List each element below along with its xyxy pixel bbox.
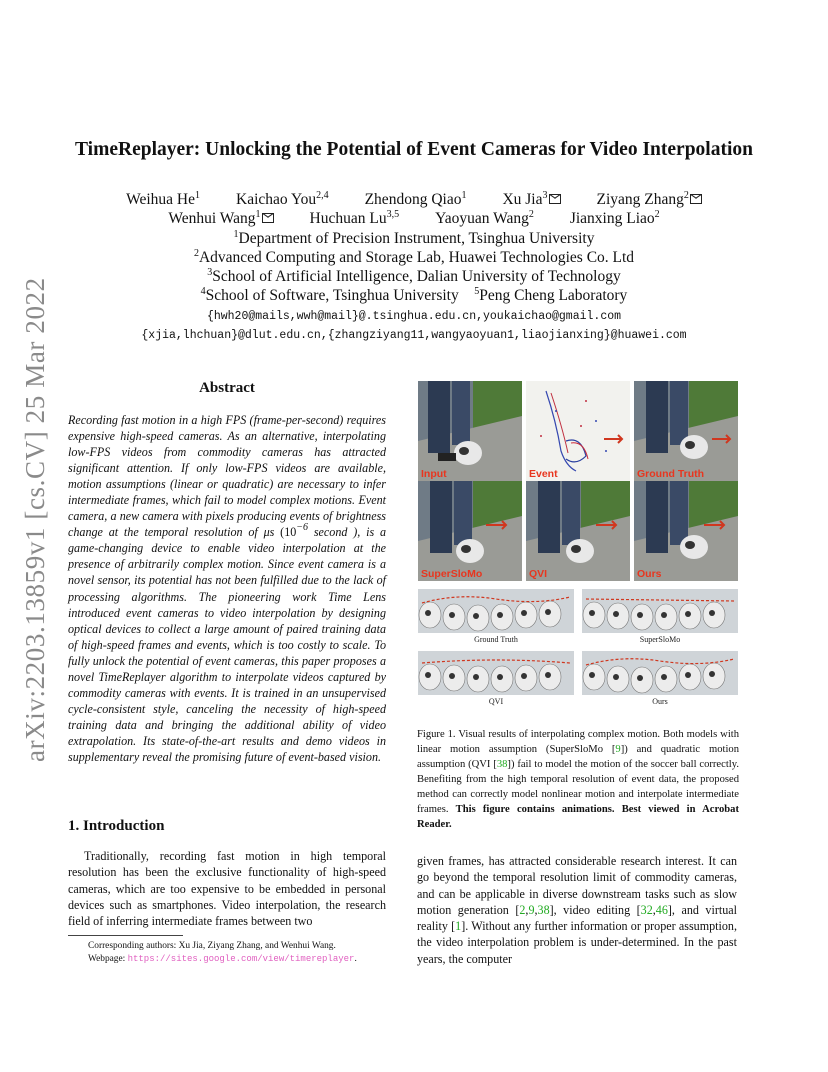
paper-title: TimeReplayer: Unlocking the Potential of Event Cameras for Video Interpolation	[75, 139, 753, 160]
figure-1	[418, 381, 738, 711]
ball-sequence	[582, 651, 738, 695]
email-icon	[690, 194, 702, 204]
panel-supersloMo	[418, 481, 522, 581]
ball-sequence	[582, 589, 738, 633]
panel-event	[526, 381, 630, 481]
panel-label-supersloMo: SuperSloMo	[421, 568, 483, 580]
affiliation-1: $^1$Department of Precision Instrument, Tsinghua University	[233, 229, 595, 247]
arxiv-id-text: arXiv:2203.13859v1 [cs.CV] 25 Mar 2022	[20, 277, 50, 762]
panel-label-ground-truth: Ground Truth	[637, 468, 705, 480]
author-name: Xu Jia$^3$	[502, 191, 560, 209]
scene-image	[634, 481, 738, 581]
author-name: Wenhui Wang$^1$	[168, 210, 273, 228]
abstract-text: Recording fast motion in a high FPS (frame-per-second) requires expensive high-speed cameras. As an alternative, interpolating low-FPS videos from commodity cameras has attracted significant attention. If only low-FPS videos are available, motion assumptions (linear or quadratic) are necessary to infer intermediate frames, which fail to model complex motions. Event camera, a new camera with pixels producing events of brightness change at the temporal resolution of μs ($10^{-6}$ second ), is a game-changing device to enable video interpolation at the presence of arbitrarily complex motion. Since event camera is a novel sensor, its potential has not been fulfilled due to the lack of processing algorithms. The pioneering work Time Lens introduced event cameras to video interpolation by designing optical devices to collect a large amount of paired training data of high-speed frames and events, which is too costly to scale. To fully unlock the potential of event cameras, this paper proposes a novel TimeReplayer algorithm to interpolate videos captured by commodity cameras with events. It is trained in an unsupervised cycle-consistent style, canceling the necessity of high-speed training data and bringing the additional ability of video extrapolation. Its state-of-the-art results and demo videos in supplementary reveal the promising future of event-based vision.	[68, 413, 387, 764]
citation-link[interactable]: 46	[655, 902, 668, 917]
strip-ground-truth	[418, 589, 574, 633]
webpage-link[interactable]: https://sites.google.com/view/timereplayer	[127, 954, 355, 964]
affiliation-3: $^3$School of Artificial Intelligence, Dalian University of Technology	[207, 267, 621, 285]
figure-caption: Figure 1. Visual results of interpolating complex motion. Both models with linear motion assumption (SuperSloMo [9]) and quadratic motion assumption (QVI [38]) fail to model the motion of the soccer ball correctly. Benefiting from the high temporal resolution of event data, the proposed method can correctly model nonlinear motion and interpolate intermediate frames. This figure contains animations. Best viewed in Acrobat Reader.	[417, 729, 739, 830]
abstract-heading: Abstract	[199, 380, 255, 396]
citation-link[interactable]: 2	[519, 902, 526, 917]
author-line-2	[0, 210, 828, 228]
panel-qvi	[526, 481, 630, 581]
panel-input	[418, 381, 522, 481]
strip-label-ours: Ours	[652, 697, 668, 706]
intro-paragraph-continued: given frames, has attracted considerable research interest. It can go beyond the temporal resolution limit of commodity cameras, and can be applicable in diverse downstream tasks such as slow motion generation [2,9,38], video editing [32,46], and virtual reality [1]. Without any further information or proper assumption, the video interpolation problem is under-determined. In the past years, the computer	[417, 854, 737, 966]
author-name: Zhendong Qiao$^1$	[364, 190, 467, 208]
author-name: Yaoyuan Wang$^2$	[435, 209, 534, 227]
panel-ground-truth	[634, 381, 738, 481]
email-icon	[549, 194, 561, 204]
strip-ours	[582, 651, 738, 695]
footnote-divider	[68, 935, 183, 936]
panel-ours	[634, 481, 738, 581]
event-image	[526, 381, 630, 481]
strip-label-ground-truth: Ground Truth	[474, 635, 518, 644]
email-line-2: {xjia,lhchuan}@dlut.edu.cn,{zhangziyang11,wangyaoyuan1,liaojianxing}@huawei.com	[141, 329, 687, 342]
ball-sequence	[418, 651, 574, 695]
strip-label-qvi: QVI	[488, 697, 504, 706]
scene-image	[526, 481, 630, 581]
ball-sequence	[418, 589, 574, 633]
citation-link[interactable]: 9	[615, 744, 621, 755]
strip-qvi	[418, 651, 574, 695]
scene-image	[418, 381, 522, 481]
intro-paragraph: Traditionally, recording fast motion in high temporal resolution has been the exclusive functionality of high-speed cameras, which are too expensive to be embedded in personal devices such as smartphones. Video interpolation, the research field of inferring intermediate frames between two	[68, 849, 386, 929]
author-name: Huchuan Lu$^{3,5}$	[309, 209, 400, 227]
footnote	[68, 940, 398, 966]
citation-link[interactable]: 38	[496, 759, 508, 770]
panel-label-qvi: QVI	[529, 568, 548, 580]
scene-image	[634, 381, 738, 481]
email-line-1: {hwh20@mails,wwh@mail}@.tsinghua.edu.cn,youkaichao@gmail.com	[206, 310, 622, 323]
affiliation-4-5: $^4$School of Software, Tsinghua University $^5$Peng Cheng Laboratory	[200, 286, 628, 304]
author-line-1	[0, 191, 828, 209]
strip-supersloMo	[582, 589, 738, 633]
footnote-authors: Corresponding authors: Xu Jia, Ziyang Zhang, and Wenhui Wang.	[88, 941, 336, 951]
author-name: Weihua He$^1$	[126, 190, 200, 208]
citation-link[interactable]: 38	[537, 902, 550, 917]
affiliation-2: $^2$Advanced Computing and Storage Lab, Huawei Technologies Co. Ltd	[193, 248, 635, 266]
panel-label-event: Event	[529, 468, 558, 480]
citation-link[interactable]: 9	[528, 902, 535, 917]
citation-link[interactable]: 1	[455, 919, 462, 934]
email-icon	[262, 213, 274, 223]
footnote-webpage: Webpage: https://sites.google.com/view/timereplayer.	[88, 954, 357, 964]
author-name: Ziyang Zhang$^2$	[597, 191, 702, 209]
strip-label-supersloMo: SuperSloMo	[639, 635, 681, 644]
scene-image	[418, 481, 522, 581]
panel-label-input: Input	[421, 468, 447, 480]
panel-label-ours: Ours	[637, 568, 662, 580]
author-name: Jianxing Liao$^2$	[569, 209, 660, 227]
section-heading-introduction: 1. Introduction	[68, 818, 165, 834]
author-name: Kaichao You$^{2,4}$	[236, 190, 329, 208]
citation-link[interactable]: 32	[640, 902, 653, 917]
